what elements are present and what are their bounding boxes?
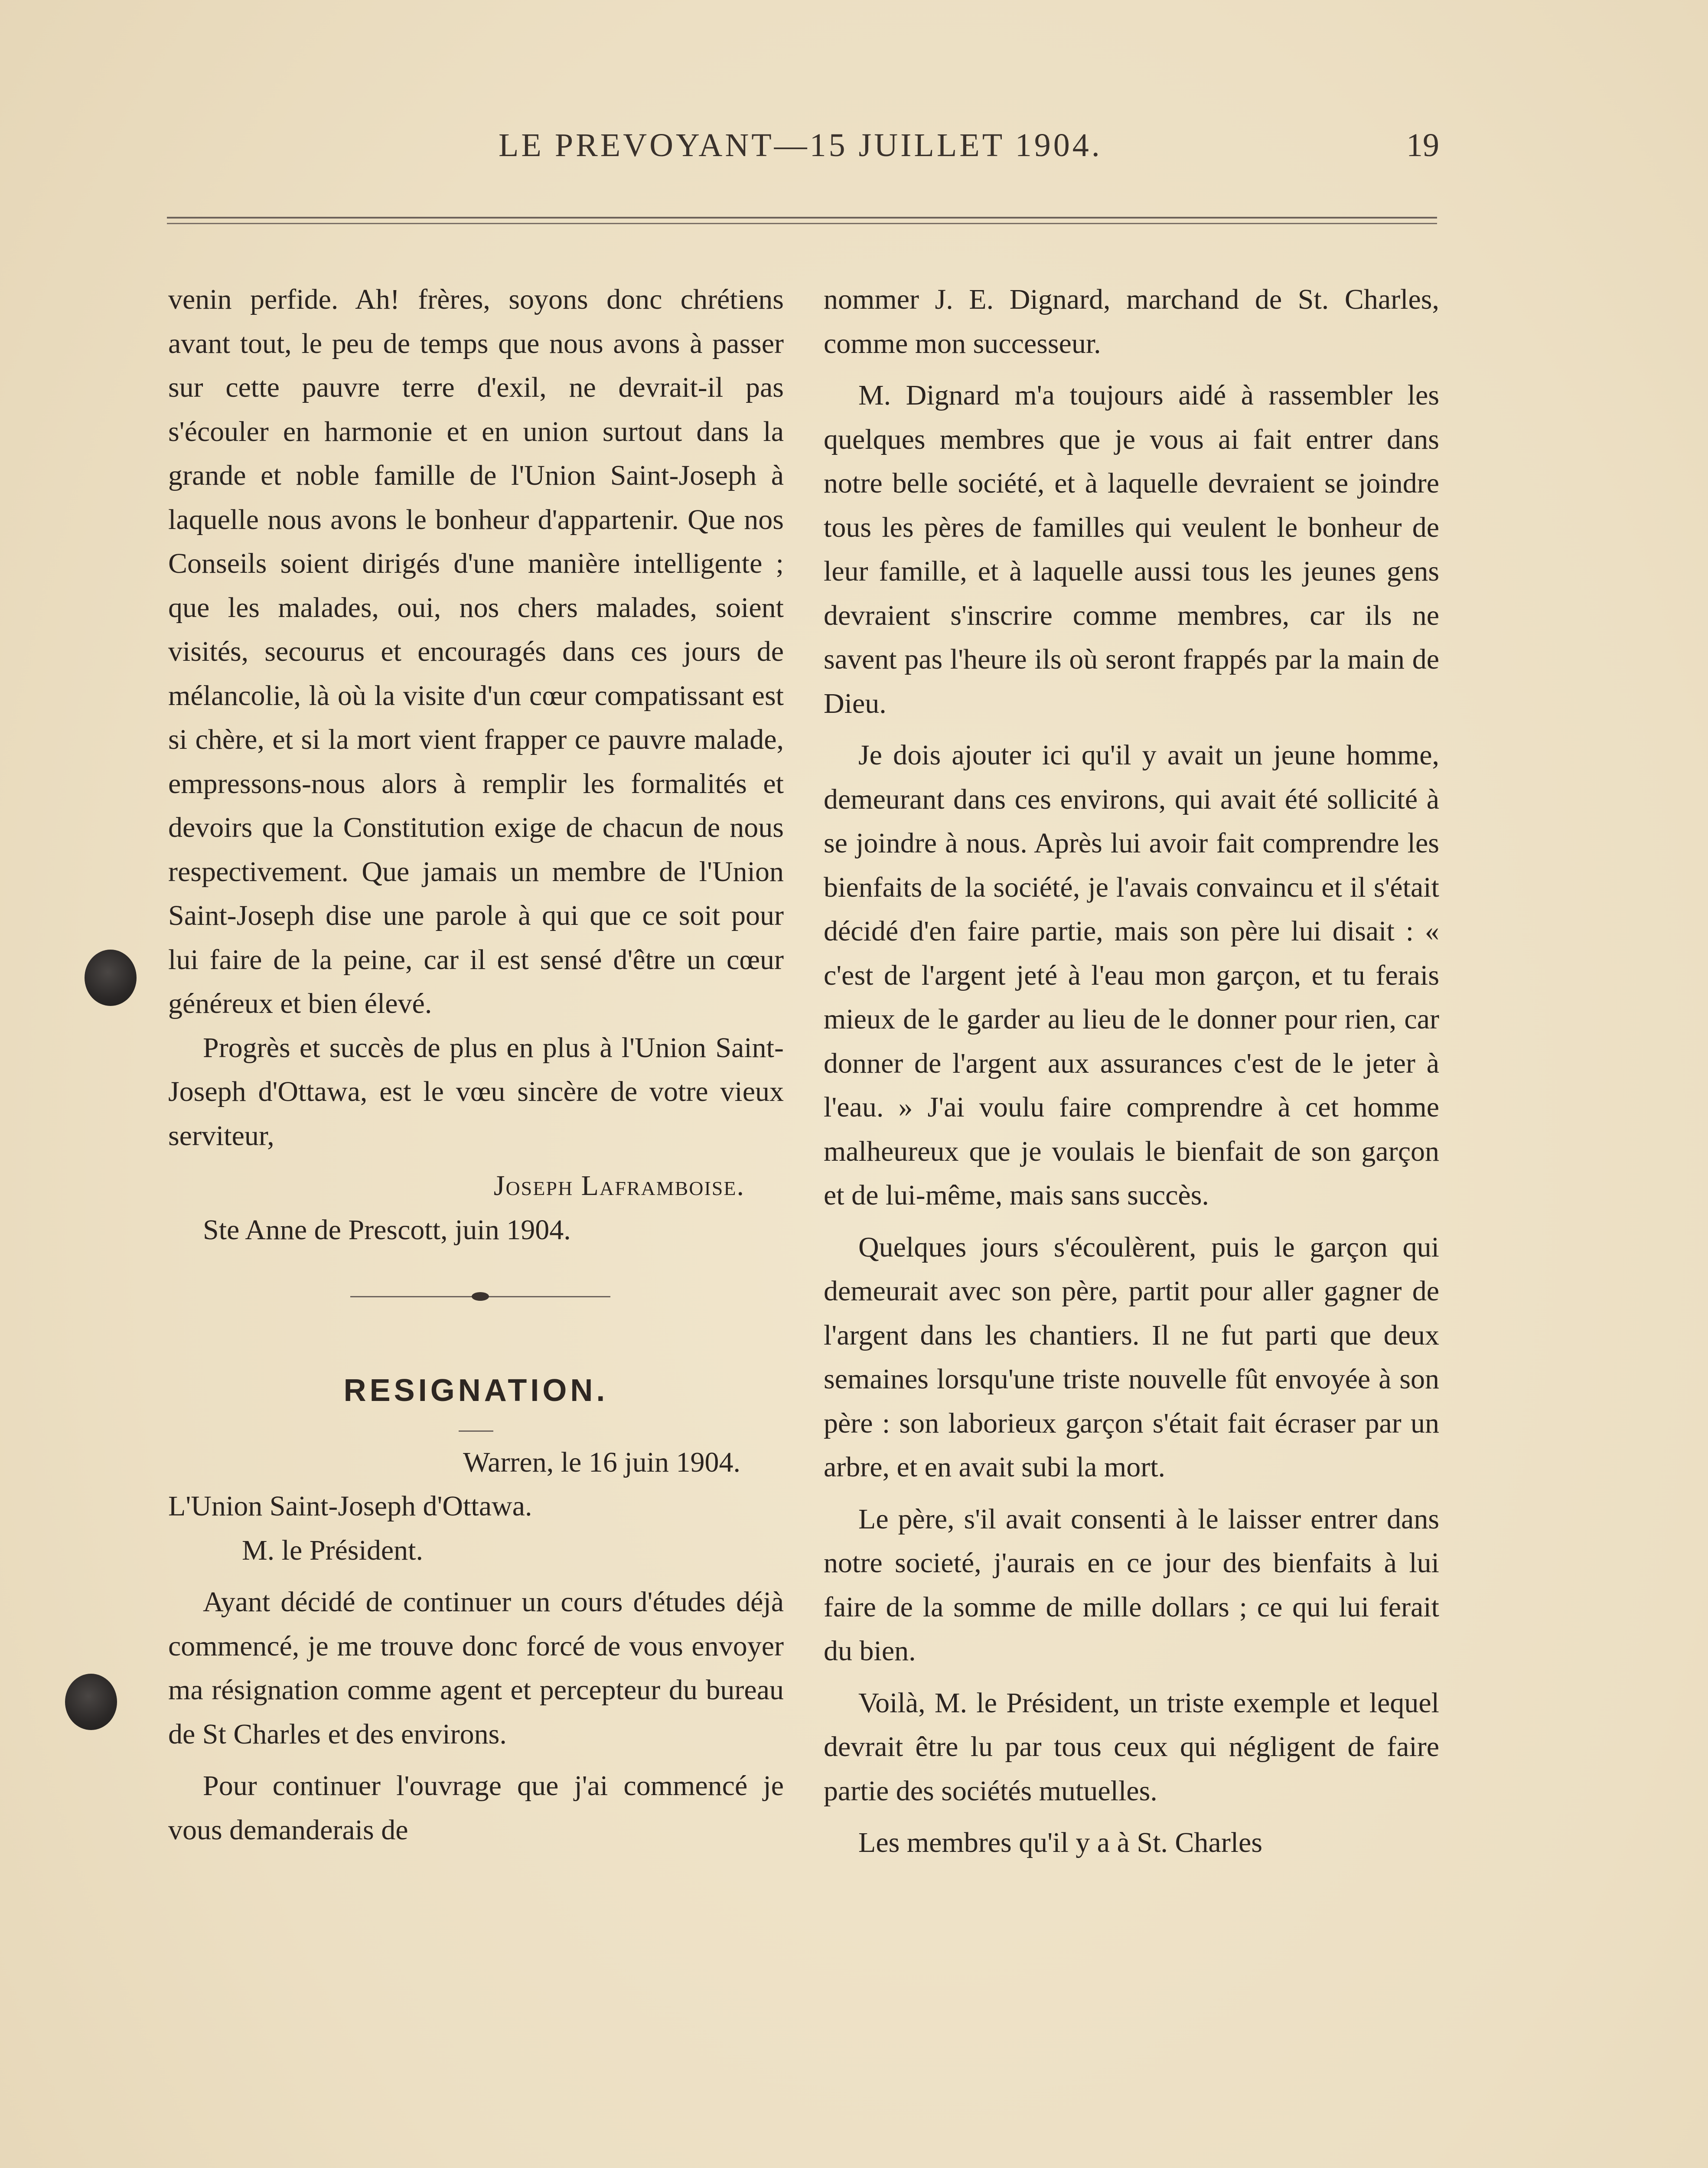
section-divider: [168, 1269, 784, 1330]
letter-dateline: Warren, le 16 juin 1904.: [463, 1446, 740, 1478]
place-date: Ste Anne de Prescott, juin 1904.: [203, 1214, 571, 1246]
header-rule: [167, 217, 1437, 229]
letter-salutation: M. le Président.: [242, 1534, 423, 1566]
rule-line-bottom: [167, 223, 1437, 224]
body-paragraph: venin perfide. Ah! frères, soyons donc chrétiens avant tout, le peu de temps que nous avons à passer sur cette pauvre terre d'exil, ne devrait-il pas s'écouler en harmonie et en union surtout dans la grande et noble famille de l'Union Saint-Joseph à laquelle nous avons le bonheur d'appartenir. Que nos Conseils soient dirigés d'une manière intelligente ; que les malades, oui, nos chers malades, soient visités, secourus et encouragés dans ces jours de mélancolie, là où la visite d'un cœur compatissant est si chère, et si la mort vient frapper ce pauvre malade, empressons-nous alors à remplir les formalités et devoirs que la Constitution exige de chacun de nous respectivement. Que jamais un membre de l'Union Saint-Joseph dise une parole à qui que ce soit pour lui faire de la peine, car il est sensé d'être un cœur généreux et bien élevé.: [168, 284, 784, 1019]
page-number: 19: [1406, 127, 1439, 163]
body-paragraph: Progrès et succès de plus en plus à l'Union Saint-Joseph d'Ottawa, est le vœu sincère de votre vieux serviteur,: [168, 1032, 784, 1152]
body-paragraph: Je dois ajouter ici qu'il y avait un jeune homme, demeurant dans ces environs, qui avait été sollicité à se joindre à nous. Après lui avoir fait comprendre les bienfaits de la société, je l'avais convaincu et il s'était décidé d'en faire partie, mais son père lui disait : « c'est de l'argent jeté à l'eau mon garçon, et tu ferais mieux de le garder au lieu de le donner pour rien, car donner de l'argent aux assurances c'est de le jeter à l'eau. » J'ai voulu faire comprendre à cet homme malheureux que je voulais le bienfait de son garçon et de lui-même, mais sans succès.: [824, 739, 1439, 1211]
running-title: LE PREVOYANT—15 JUILLET 1904.: [499, 127, 1102, 163]
body-paragraph: Les membres qu'il y a à St. Charles: [858, 1827, 1263, 1858]
page-header: [165, 127, 1439, 174]
title-rule: [459, 1430, 493, 1432]
section-title: RESIGNATION.: [343, 1373, 609, 1408]
rule-line-top: [167, 217, 1437, 219]
letter-addressee: L'Union Saint-Joseph d'Ottawa.: [168, 1490, 532, 1522]
divider-ornament-icon: [472, 1292, 489, 1301]
left-column: [168, 278, 784, 1852]
body-paragraph: Le père, s'il avait consenti à le laisser entrer dans notre societé, j'aurais en ce jour des bienfaits à lui faire de la somme de mille dollars ; ce qui lui ferait du bien.: [824, 1503, 1439, 1667]
body-paragraph: Voilà, M. le Président, un triste exemple et lequel devrait être lu par tous ceux qui négligent de faire partie des sociétés mutuelles.: [824, 1687, 1439, 1807]
body-paragraph: nommer J. E. Dignard, marchand de St. Charles, comme mon successeur.: [824, 284, 1439, 359]
author-signature: Joseph Laframboise.: [493, 1170, 745, 1202]
body-paragraph: Quelques jours s'écoulèrent, puis le garçon qui demeurait avec son père, partit pour aller gagner de l'argent dans les chantiers. Il ne fut parti que deux semaines lorsqu'une triste nouvelle fût envoyée à son père : son laborieux garçon s'était fait écraser par un arbre, et en avait subi la mort.: [824, 1231, 1439, 1483]
letter-paragraph: Ayant décidé de continuer un cours d'études déjà commencé, je me trouve donc forcé de vous envoyer ma résignation comme agent et percepteur du bureau de St Charles et des environs.: [168, 1586, 784, 1750]
right-column: [824, 278, 1439, 1865]
body-paragraph: M. Dignard m'a toujours aidé à rassembler les quelques membres que je vous ai fait entrer dans notre belle société, et à laquelle devraient se joindre tous les pères de familles qui veulent le bonheur de leur famille, et à laquelle aussi tous les jeunes gens devraient s'inscrire comme membres, car ils ne savent pas l'heure ils où seront frappés par la main de Dieu.: [824, 379, 1439, 719]
letter-paragraph: Pour continuer l'ouvrage que j'ai commencé je vous demanderais de: [168, 1770, 784, 1846]
binding-hole-icon: [65, 1674, 117, 1730]
binding-hole-icon: [85, 950, 137, 1006]
